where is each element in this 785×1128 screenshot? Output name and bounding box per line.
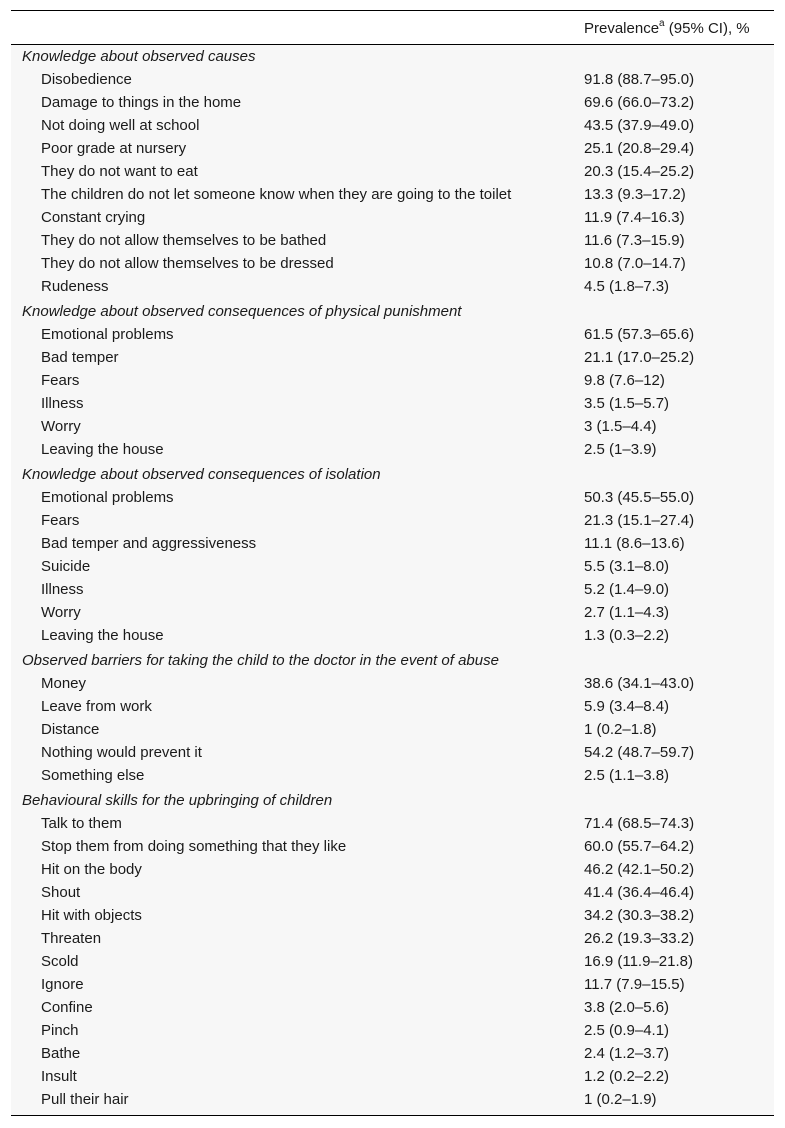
table-row (11, 578, 774, 601)
row-label: Constant crying (41, 209, 146, 226)
row-label: Talk to them (41, 815, 122, 832)
row-value: 16.9 (11.9–21.8) (584, 953, 693, 970)
row-value: 3 (1.5–4.4) (584, 418, 657, 435)
table-row (11, 275, 774, 298)
table-row (11, 532, 774, 555)
table-row (11, 91, 774, 114)
table-row (11, 996, 774, 1019)
table-row (11, 1019, 774, 1042)
table-row (11, 137, 774, 160)
row-label: Ignore (41, 976, 84, 993)
row-label: Stop them from doing something that they like (41, 838, 347, 855)
row-label: Pull their hair (41, 1091, 129, 1108)
row-value: 11.7 (7.9–15.5) (584, 976, 685, 993)
row-label: Distance (41, 721, 100, 738)
row-value: 41.4 (36.4–46.4) (584, 884, 695, 901)
row-label: Confine (41, 999, 93, 1016)
table-row (11, 812, 774, 835)
table-row (11, 415, 774, 438)
prevalence-table (11, 10, 774, 1116)
row-label: Illness (41, 581, 84, 598)
table-row (11, 392, 774, 415)
row-value: 11.1 (8.6–13.6) (584, 535, 685, 552)
table-row (11, 486, 774, 509)
row-label: Rudeness (41, 278, 109, 295)
table-row (11, 68, 774, 91)
row-label: Worry (41, 604, 81, 621)
row-value: 25.1 (20.8–29.4) (584, 140, 695, 157)
row-value: 2.5 (1–3.9) (584, 441, 657, 458)
table-row (11, 160, 774, 183)
row-value: 34.2 (30.3–38.2) (584, 907, 695, 924)
ci-label: (95% CI), % (664, 20, 750, 37)
row-label: They do not want to eat (41, 163, 198, 180)
table-section (11, 463, 774, 647)
row-label: Bad temper and aggressiveness (41, 535, 257, 552)
row-value: 5.9 (3.4–8.4) (584, 698, 670, 715)
table-row (11, 695, 774, 718)
table-row (11, 509, 774, 532)
table-row (11, 764, 774, 787)
row-value: 46.2 (42.1–50.2) (584, 861, 695, 878)
row-value: 13.3 (9.3–17.2) (584, 186, 686, 203)
row-label: Damage to things in the home (41, 94, 242, 111)
table-row (11, 881, 774, 904)
table-row (11, 555, 774, 578)
table-row (11, 858, 774, 881)
section-heading: Knowledge about observed causes (22, 48, 256, 65)
row-value: 26.2 (19.3–33.2) (584, 930, 695, 947)
row-value: 9.8 (7.6–12) (584, 372, 665, 389)
row-value: 2.7 (1.1–4.3) (584, 604, 670, 621)
row-value: 21.3 (15.1–27.4) (584, 512, 695, 529)
row-label: Threaten (41, 930, 102, 947)
table-row (11, 927, 774, 950)
row-value: 2.5 (0.9–4.1) (584, 1022, 670, 1039)
table-row (11, 973, 774, 996)
row-value: 5.5 (3.1–8.0) (584, 558, 670, 575)
row-value: 50.3 (45.5–55.0) (584, 489, 695, 506)
row-label: Emotional problems (41, 489, 174, 506)
row-label: They do not allow themselves to be dressed (41, 255, 334, 272)
row-label: Something else (41, 767, 145, 784)
table-row (11, 741, 774, 764)
row-value: 1.2 (0.2–2.2) (584, 1068, 670, 1085)
row-value: 5.2 (1.4–9.0) (584, 581, 670, 598)
table-section (11, 45, 774, 298)
table-row (11, 835, 774, 858)
row-value: 60.0 (55.7–64.2) (584, 838, 695, 855)
row-value: 21.1 (17.0–25.2) (584, 349, 695, 366)
row-label: They do not allow themselves to be bathed (41, 232, 327, 249)
table-row (11, 114, 774, 137)
row-value: 71.4 (68.5–74.3) (584, 815, 695, 832)
row-value: 3.5 (1.5–5.7) (584, 395, 670, 412)
row-value: 54.2 (48.7–59.7) (584, 744, 695, 761)
prevalence-label: Prevalence (584, 20, 660, 37)
table-row (11, 438, 774, 461)
table-row (11, 1088, 774, 1111)
table-section (11, 300, 774, 461)
row-value: 2.4 (1.2–3.7) (584, 1045, 670, 1062)
section-heading: Knowledge about observed consequences of isolation (22, 466, 381, 483)
table-row (11, 1042, 774, 1065)
section-heading: Observed barriers for taking the child to the doctor in the event of abuse (22, 652, 499, 669)
row-value: 10.8 (7.0–14.7) (584, 255, 686, 272)
table-row (11, 323, 774, 346)
row-label: Money (41, 675, 87, 692)
row-value: 11.6 (7.3–15.9) (584, 232, 685, 249)
table-row (11, 624, 774, 647)
row-label: Nothing would prevent it (41, 744, 202, 761)
table-row (11, 229, 774, 252)
row-label: Suicide (41, 558, 91, 575)
table-row (11, 1065, 774, 1088)
table-row (11, 346, 774, 369)
table-row (11, 672, 774, 695)
row-value: 1.3 (0.3–2.2) (584, 627, 670, 644)
row-value: 38.6 (34.1–43.0) (584, 675, 695, 692)
row-value: 3.8 (2.0–5.6) (584, 999, 670, 1016)
row-label: Fears (41, 372, 80, 389)
row-label: Worry (41, 418, 81, 435)
row-value: 1 (0.2–1.8) (584, 721, 657, 738)
section-heading: Knowledge about observed consequences of physical punishment (22, 303, 462, 320)
table-section (11, 789, 774, 1111)
table-row (11, 718, 774, 741)
row-label: The children do not let someone know when they are going to the toilet (41, 186, 512, 203)
row-label: Hit with objects (41, 907, 142, 924)
row-label: Pinch (41, 1022, 79, 1039)
row-label: Leaving the house (41, 627, 164, 644)
table-row (11, 904, 774, 927)
row-label: Leave from work (41, 698, 152, 715)
row-label: Emotional problems (41, 326, 174, 343)
row-label: Fears (41, 512, 80, 529)
row-value: 4.5 (1.8–7.3) (584, 278, 670, 295)
section-heading: Behavioural skills for the upbringing of children (22, 792, 333, 809)
row-label: Leaving the house (41, 441, 164, 458)
row-label: Illness (41, 395, 84, 412)
table-body (11, 45, 774, 1116)
row-value: 20.3 (15.4–25.2) (584, 163, 695, 180)
row-value: 2.5 (1.1–3.8) (584, 767, 670, 784)
row-label: Insult (41, 1068, 77, 1085)
row-value: 91.8 (88.7–95.0) (584, 71, 695, 88)
row-label: Not doing well at school (41, 117, 200, 134)
footnote-marker: a (659, 18, 665, 29)
row-value: 1 (0.2–1.9) (584, 1091, 657, 1108)
table-row (11, 206, 774, 229)
table-row (11, 601, 774, 624)
column-header-prevalence (584, 19, 750, 37)
row-value: 61.5 (57.3–65.6) (584, 326, 695, 343)
row-label: Scold (41, 953, 79, 970)
row-label: Shout (41, 884, 81, 901)
row-label: Hit on the body (41, 861, 142, 878)
row-label: Bad temper (41, 349, 119, 366)
table-row (11, 369, 774, 392)
table-section (11, 649, 774, 787)
row-label: Poor grade at nursery (41, 140, 187, 157)
table-row (11, 183, 774, 206)
row-label: Disobedience (41, 71, 132, 88)
row-value: 43.5 (37.9–49.0) (584, 117, 695, 134)
row-value: 11.9 (7.4–16.3) (584, 209, 685, 226)
row-label: Bathe (41, 1045, 81, 1062)
row-value: 69.6 (66.0–73.2) (584, 94, 695, 111)
table-header (11, 11, 774, 45)
table-row (11, 252, 774, 275)
table-row (11, 950, 774, 973)
